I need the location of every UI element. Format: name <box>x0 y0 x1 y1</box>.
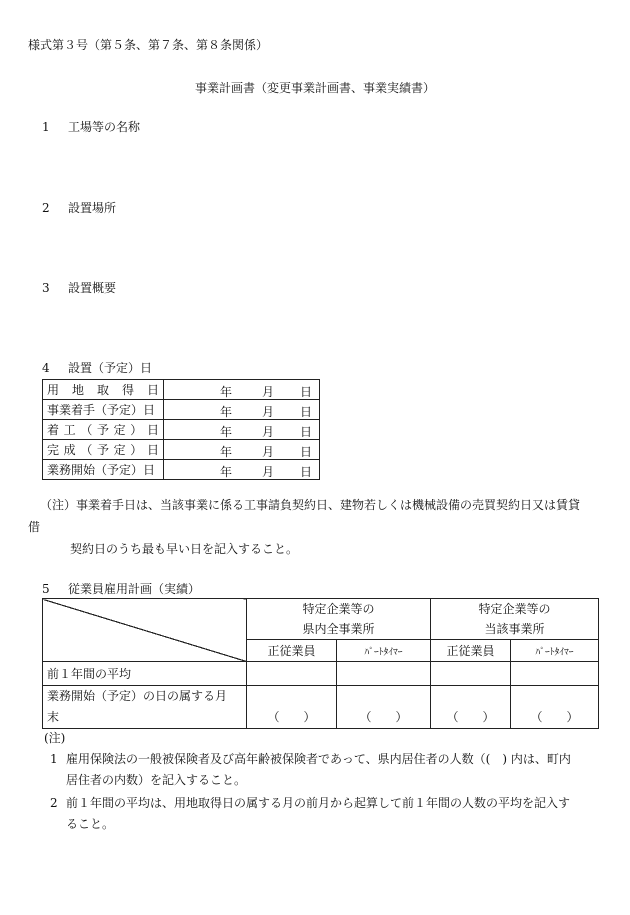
note-number: 1 <box>50 752 58 766</box>
form-number: 様式第３号（第５条、第７条、第８条関係） <box>28 38 269 52</box>
section-number: 5 <box>42 582 50 596</box>
note-text-line: 雇用保険法の一般被保険者及び高年齢被保険者であって、県内居住者の人数（( ) 内は、町内 <box>66 752 571 766</box>
row-previous-year-average <box>43 662 599 686</box>
section-title: 工場等の名称 <box>68 120 141 134</box>
section-number: 4 <box>42 361 50 375</box>
document-title: 事業計画書（変更事業計画書、事業実績書） <box>194 81 435 95</box>
section-number: 1 <box>42 120 50 134</box>
section-number: 3 <box>42 281 50 295</box>
date-row-construction-start <box>43 420 320 440</box>
group-header-all-offices: 特定企業等の 県内全事業所 <box>247 599 431 640</box>
date-note-line-2: 借 <box>28 520 41 534</box>
date-row-completion <box>43 440 320 460</box>
value-cell[interactable]: （ ） <box>247 686 337 729</box>
diagonal-header-cell <box>43 599 247 662</box>
note-item-2 <box>50 793 606 835</box>
section-title: 設置場所 <box>68 201 117 215</box>
group-header-this-office: 特定企業等の 当該事業所 <box>431 599 599 640</box>
value-cell[interactable] <box>247 662 337 686</box>
col-header-parttime: ﾊﾟｰﾄﾀｲﾏｰ <box>511 640 599 662</box>
section-1-heading <box>42 120 140 134</box>
date-row-label: 用 地 取 得 日 <box>43 380 164 400</box>
date-note-line-3: 契約日のうち最も早い日を記入すること。 <box>70 542 299 556</box>
section-3-heading <box>42 281 116 295</box>
note-number: 2 <box>50 796 58 810</box>
section-5-heading <box>42 582 200 596</box>
employment-table <box>42 598 599 729</box>
note-text-line: ること。 <box>66 817 115 831</box>
value-cell[interactable]: （ ） <box>511 686 599 729</box>
section-4-heading <box>42 361 152 375</box>
date-value-cell[interactable]: 年 月 日 <box>164 400 320 420</box>
section-number: 2 <box>42 201 50 215</box>
section-title: 設置概要 <box>68 281 117 295</box>
date-row-label: 事業着手（予定）日 <box>43 400 164 420</box>
note-item-1 <box>50 749 606 791</box>
date-row-project-start <box>43 400 320 420</box>
row-label: 前１年間の平均 <box>43 662 247 686</box>
row-operation-start-month <box>43 686 599 729</box>
value-cell[interactable] <box>511 662 599 686</box>
date-value-cell[interactable]: 年 月 日 <box>164 440 320 460</box>
date-row-label: 完 成 （ 予 定 ） 日 <box>43 440 164 460</box>
col-header-parttime: ﾊﾟｰﾄﾀｲﾏｰ <box>337 640 431 662</box>
date-value-cell[interactable]: 年 月 日 <box>164 420 320 440</box>
date-value-cell[interactable]: 年 月 日 <box>164 460 320 480</box>
schedule-date-table <box>42 379 320 480</box>
date-value-cell[interactable]: 年 月 日 <box>164 380 320 400</box>
col-header-regular: 正従業員 <box>431 640 511 662</box>
date-note-line-1: （注）事業着手日は、当該事業に係る工事請負契約日、建物若しくは機械設備の売買契約日又は賃貸 <box>40 498 581 512</box>
value-cell[interactable] <box>337 662 431 686</box>
value-cell[interactable]: （ ） <box>337 686 431 729</box>
section-title: 従業員雇用計画（実績） <box>68 582 201 596</box>
date-row-operation-start <box>43 460 320 480</box>
date-row-label: 着 工 （ 予 定 ） 日 <box>43 420 164 440</box>
section-title: 設置（予定）日 <box>68 361 153 375</box>
value-cell[interactable]: （ ） <box>431 686 511 729</box>
row-label: 業務開始（予定）の日の属する月 末 <box>43 686 247 729</box>
section-2-heading <box>42 201 116 215</box>
note-text-line: 居住者の内数）を記入すること。 <box>66 773 247 787</box>
value-cell[interactable] <box>431 662 511 686</box>
date-row-land-acquisition <box>43 380 320 400</box>
date-row-label: 業務開始（予定）日 <box>43 460 164 480</box>
notes-header: (注) <box>44 731 66 745</box>
col-header-regular: 正従業員 <box>247 640 337 662</box>
note-text-line: 前１年間の平均は、用地取得日の属する月の前月から起算して前１年間の人数の平均を記入す <box>66 796 571 810</box>
